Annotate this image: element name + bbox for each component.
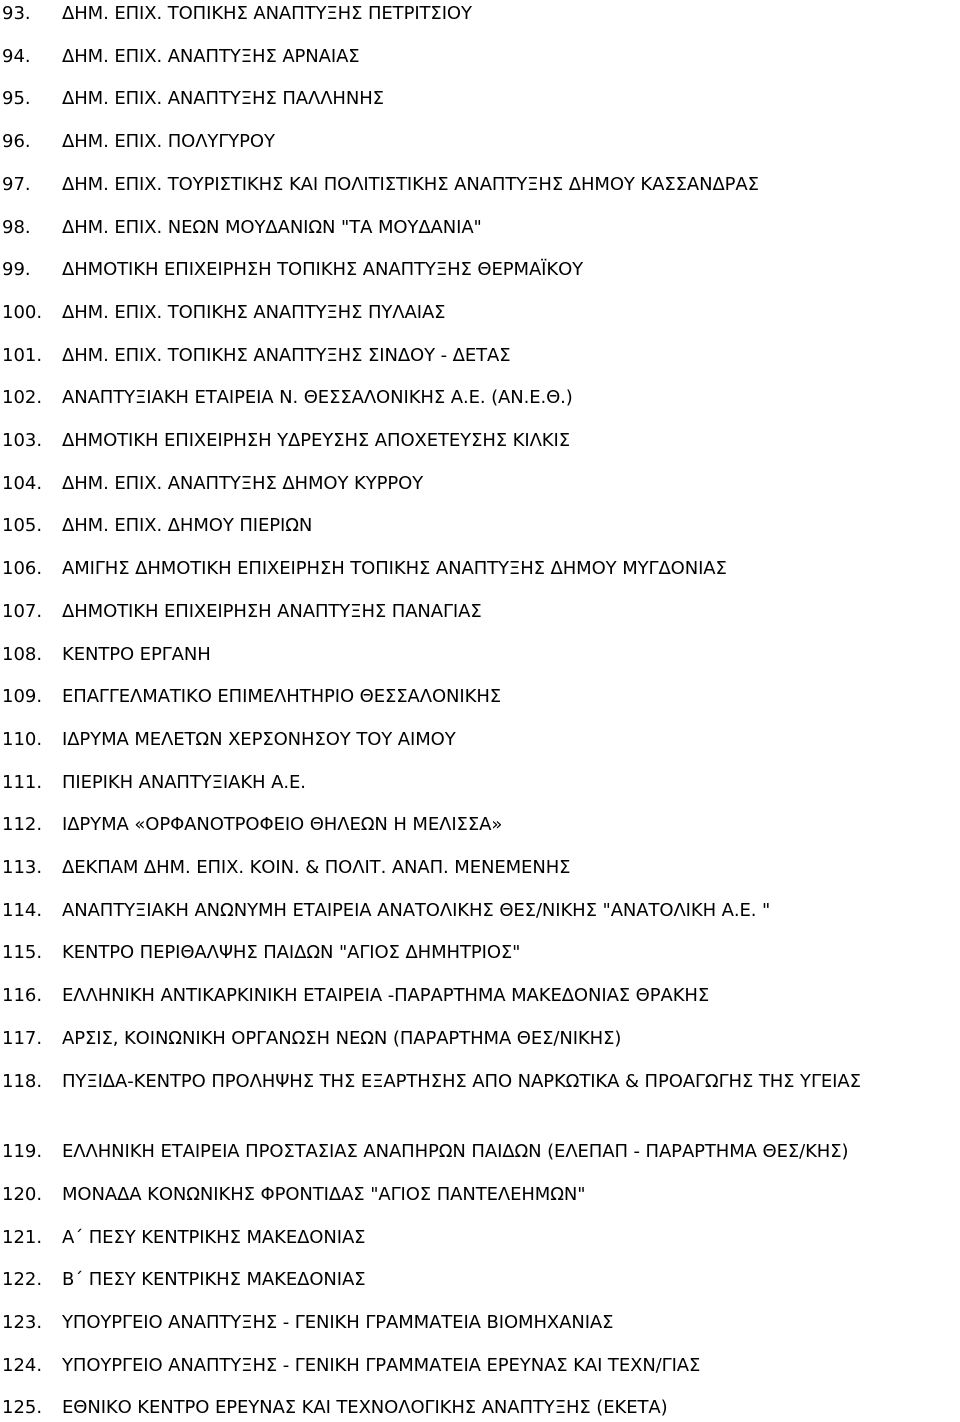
list-item-number: 103.: [2, 430, 43, 451]
list-item-text: ΔΗΜ. ΕΠΙΧ. ΑΝΑΠΤΥΞΗΣ ΔΗΜΟΥ ΚΥΡΡΟΥ: [62, 473, 424, 494]
list-item-text: ΠΙΕΡΙΚΗ ΑΝΑΠΤΥΞΙΑΚΗ Α.Ε.: [62, 772, 306, 793]
list-item-number: 102.: [2, 387, 43, 408]
list-item-number: 112.: [2, 814, 43, 835]
list-item-text: ΔΗΜ. ΕΠΙΧ. ΤΟΠΙΚΗΣ ΑΝΑΠΤΥΞΗΣ ΠΕΤΡΙΤΣΙΟΥ: [62, 3, 472, 24]
list-item-number: 111.: [2, 772, 43, 793]
list-item-number: 108.: [2, 644, 43, 665]
list-item-number: 97.: [2, 174, 31, 195]
list-item-number: 124.: [2, 1355, 43, 1376]
list-item-number: 99.: [2, 259, 31, 280]
list-item-number: 122.: [2, 1269, 43, 1290]
list-item-text: ΑΡΣΙΣ, ΚΟΙΝΩΝΙΚΗ ΟΡΓΑΝΩΣΗ ΝΕΩΝ (ΠΑΡΑΡΤΗΜΑ ΘΕΣ/ΝΙΚΗΣ): [62, 1028, 622, 1049]
list-item-number: 95.: [2, 88, 31, 109]
list-item-text: ΔΗΜΟΤΙΚΗ ΕΠΙΧΕΙΡΗΣΗ ΑΝΑΠΤΥΞΗΣ ΠΑΝΑΓΙΑΣ: [62, 601, 482, 622]
list-item-text: ΔΗΜ. ΕΠΙΧ. ΤΟΠΙΚΗΣ ΑΝΑΠΤΥΞΗΣ ΣΙΝΔΟΥ - ΔΕΤΑΣ: [62, 345, 511, 366]
list-item-text: ΔΗΜΟΤΙΚΗ ΕΠΙΧΕΙΡΗΣΗ ΤΟΠΙΚΗΣ ΑΝΑΠΤΥΞΗΣ ΘΕΡΜΑΪΚΟΥ: [62, 259, 584, 280]
list-item-number: 120.: [2, 1184, 43, 1205]
list-item-text: Β΄ ΠΕΣΥ ΚΕΝΤΡΙΚΗΣ ΜΑΚΕΔΟΝΙΑΣ: [62, 1269, 366, 1290]
list-item-number: 123.: [2, 1312, 43, 1333]
list-item-number: 125.: [2, 1397, 43, 1418]
list-item-text: ΜΟΝΑΔΑ ΚΟΝΩΝΙΚΗΣ ΦΡΟΝΤΙΔΑΣ "ΑΓΙΟΣ ΠΑΝΤΕΛΕΗΜΩΝ": [62, 1184, 586, 1205]
list-item-number: 115.: [2, 942, 43, 963]
list-item-number: 117.: [2, 1028, 43, 1049]
list-item-text: ΔΗΜΟΤΙΚΗ ΕΠΙΧΕΙΡΗΣΗ ΥΔΡΕΥΣΗΣ ΑΠΟΧΕΤΕΥΣΗΣ ΚΙΛΚΙΣ: [62, 430, 570, 451]
list-item-text: ΔΗΜ. ΕΠΙΧ. ΤΟΥΡΙΣΤΙΚΗΣ ΚΑΙ ΠΟΛΙΤΙΣΤΙΚΗΣ ΑΝΑΠΤΥΞΗΣ ΔΗΜΟΥ ΚΑΣΣΑΝΔΡΑΣ: [62, 174, 759, 195]
list-item-text: ΥΠΟΥΡΓΕΙΟ ΑΝΑΠΤΥΞΗΣ - ΓΕΝΙΚΗ ΓΡΑΜΜΑΤΕΙΑ ΕΡΕΥΝΑΣ ΚΑΙ ΤΕΧΝ/ΓΙΑΣ: [62, 1355, 701, 1376]
list-item-text: ΕΘΝΙΚΟ ΚΕΝΤΡΟ ΕΡΕΥΝΑΣ ΚΑΙ ΤΕΧΝΟΛΟΓΙΚΗΣ ΑΝΑΠΤΥΞΗΣ (ΕΚΕΤΑ): [62, 1397, 668, 1418]
list-item-text: ΑΝΑΠΤΥΞΙΑΚΗ ΕΤΑΙΡΕΙΑ Ν. ΘΕΣΣΑΛΟΝΙΚΗΣ Α.Ε. (ΑΝ.Ε.Θ.): [62, 387, 573, 408]
list-item-number: 118.: [2, 1071, 43, 1092]
list-item-number: 107.: [2, 601, 43, 622]
list-item-text: ΔΗΜ. ΕΠΙΧ. ΑΝΑΠΤΥΞΗΣ ΑΡΝΑΙΑΣ: [62, 46, 360, 67]
list-item-text: ΑΜΙΓΗΣ ΔΗΜΟΤΙΚΗ ΕΠΙΧΕΙΡΗΣΗ ΤΟΠΙΚΗΣ ΑΝΑΠΤΥΞΗΣ ΔΗΜΟΥ ΜΥΓΔΟΝΙΑΣ: [62, 558, 727, 579]
list-item-text: ΚΕΝΤΡΟ ΠΕΡΙΘΑΛΨΗΣ ΠΑΙΔΩΝ "ΑΓΙΟΣ ΔΗΜΗΤΡΙΟΣ": [62, 942, 521, 963]
list-item-text: ΕΛΛΗΝΙΚΗ ΕΤΑΙΡΕΙΑ ΠΡΟΣΤΑΣΙΑΣ ΑΝΑΠΗΡΩΝ ΠΑΙΔΩΝ (ΕΛΕΠΑΠ - ΠΑΡΑΡΤΗΜΑ ΘΕΣ/ΚΗΣ): [62, 1141, 849, 1162]
list-item-number: 114.: [2, 900, 43, 921]
list-item-text: ΕΠΑΓΓΕΛΜΑΤΙΚΟ ΕΠΙΜΕΛΗΤΗΡΙΟ ΘΕΣΣΑΛΟΝΙΚΗΣ: [62, 686, 502, 707]
list-item-number: 100.: [2, 302, 43, 323]
list-item-text: ΔΕΚΠΑΜ ΔΗΜ. ΕΠΙΧ. ΚΟΙΝ. & ΠΟΛΙΤ. ΑΝΑΠ. ΜΕΝΕΜΕΝΗΣ: [62, 857, 571, 878]
list-item-number: 116.: [2, 985, 43, 1006]
list-item-text: ΥΠΟΥΡΓΕΙΟ ΑΝΑΠΤΥΞΗΣ - ΓΕΝΙΚΗ ΓΡΑΜΜΑΤΕΙΑ ΒΙΟΜΗΧΑΝΙΑΣ: [62, 1312, 614, 1333]
list-item-number: 94.: [2, 46, 31, 67]
list-item-text: ΠΥΞΙΔΑ-ΚΕΝΤΡΟ ΠΡΟΛΗΨΗΣ ΤΗΣ ΕΞΑΡΤΗΣΗΣ ΑΠΟ ΝΑΡΚΩΤΙΚΑ & ΠΡΟΑΓΩΓΗΣ ΤΗΣ ΥΓΕΙΑΣ: [62, 1071, 861, 1092]
list-item-number: 110.: [2, 729, 43, 750]
list-item-text: ΑΝΑΠΤΥΞΙΑΚΗ ΑΝΩΝΥΜΗ ΕΤΑΙΡΕΙΑ ΑΝΑΤΟΛΙΚΗΣ ΘΕΣ/ΝΙΚΗΣ "ΑΝΑΤΟΛΙΚΗ Α.Ε. ": [62, 900, 771, 921]
list-item-number: 104.: [2, 473, 43, 494]
list-item-number: 98.: [2, 217, 31, 238]
list-item-number: 93.: [2, 3, 31, 24]
list-item-number: 121.: [2, 1227, 43, 1248]
list-item-text: ΔΗΜ. ΕΠΙΧ. ΠΟΛΥΓΥΡΟΥ: [62, 131, 275, 152]
list-item-text: ΔΗΜ. ΕΠΙΧ. ΝΕΩΝ ΜΟΥΔΑΝΙΩΝ "ΤΑ ΜΟΥΔΑΝΙΑ": [62, 217, 482, 238]
list-item-number: 96.: [2, 131, 31, 152]
list-item-text: ΙΔΡΥΜΑ ΜΕΛΕΤΩΝ ΧΕΡΣΟΝΗΣΟΥ ΤΟΥ ΑΙΜΟΥ: [62, 729, 456, 750]
list-item-text: Α΄ ΠΕΣΥ ΚΕΝΤΡΙΚΗΣ ΜΑΚΕΔΟΝΙΑΣ: [62, 1227, 366, 1248]
list-item-number: 101.: [2, 345, 43, 366]
list-item-text: ΕΛΛΗΝΙΚΗ ΑΝΤΙΚΑΡΚΙΝΙΚΗ ΕΤΑΙΡΕΙΑ -ΠΑΡΑΡΤΗΜΑ ΜΑΚΕΔΟΝΙΑΣ ΘΡΑΚΗΣ: [62, 985, 710, 1006]
list-item-number: 106.: [2, 558, 43, 579]
list-item-text: ΙΔΡΥΜΑ «ΟΡΦΑΝΟΤΡΟΦΕΙΟ ΘΗΛΕΩΝ Η ΜΕΛΙΣΣΑ»: [62, 814, 503, 835]
list-item-number: 109.: [2, 686, 43, 707]
list-item-number: 113.: [2, 857, 43, 878]
list-item-text: ΔΗΜ. ΕΠΙΧ. ΑΝΑΠΤΥΞΗΣ ΠΑΛΛΗΝΗΣ: [62, 88, 384, 109]
list-item-number: 119.: [2, 1141, 43, 1162]
list-item-text: ΔΗΜ. ΕΠΙΧ. ΤΟΠΙΚΗΣ ΑΝΑΠΤΥΞΗΣ ΠΥΛΑΙΑΣ: [62, 302, 446, 323]
list-item-number: 105.: [2, 515, 43, 536]
list-item-text: ΔΗΜ. ΕΠΙΧ. ΔΗΜΟΥ ΠΙΕΡΙΩΝ: [62, 515, 313, 536]
list-item-text: ΚΕΝΤΡΟ ΕΡΓΑΝΗ: [62, 644, 211, 665]
